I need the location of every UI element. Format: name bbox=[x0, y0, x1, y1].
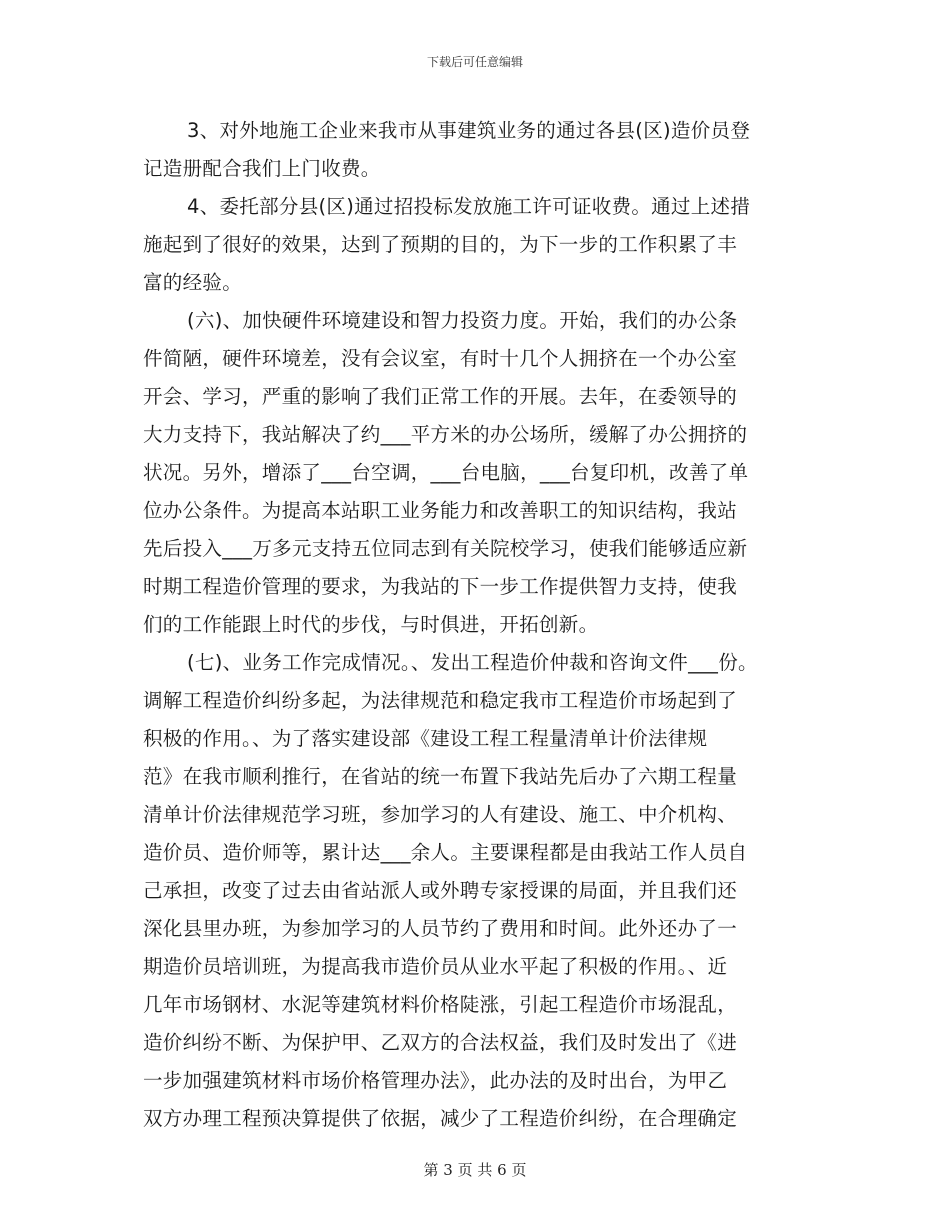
text-line: 积极的作用。、为了落实建设部《建设工程工程量清单计价法律规 bbox=[143, 727, 708, 750]
text-line: 大力支持下，我站解决了约___平方米的办公场所，缓解了办公拥挤的 bbox=[143, 423, 748, 446]
text-line: 范》在我市顺利推行，在省站的统一布置下我站先后办了六期工程量 bbox=[143, 765, 738, 788]
text-line: 先后投入___万多元支持五位同志到有关院校学习，使我们能够适应新 bbox=[143, 537, 748, 560]
text-line: 时期工程造价管理的要求，为我站的下一步工作提供智力支持，使我 bbox=[143, 575, 738, 598]
text-line: 期造价员培训班，为提高我市造价员从业水平起了积极的作用。、近 bbox=[143, 955, 728, 978]
text-line: 开会、学习，严重的影响了我们正常工作的开展。去年，在委领导的 bbox=[143, 385, 738, 408]
text-line: 4、委托部分县(区)通过招投标发放施工许可证收费。通过上述措 bbox=[187, 195, 751, 218]
text-line: 调解工程造价纠纷多起，为法律规范和稳定我市工程造价市场起到了 bbox=[143, 689, 738, 712]
text-line: 己承担，改变了过去由省站派人或外聘专家授课的局面，并且我们还 bbox=[143, 879, 738, 902]
document-body bbox=[143, 112, 813, 1138]
page-footer: 第 3 页 共 6 页 bbox=[423, 1161, 527, 1179]
text-line: 双方办理工程预决算提供了依据，减少了工程造价纠纷，在合理确定 bbox=[143, 1107, 738, 1130]
text-line: (六)、加快硬件环境建设和智力投资力度。开始，我们的办公条 bbox=[187, 309, 738, 332]
text-line: 造价纠纷不断、为保护甲、乙双方的合法权益，我们及时发出了《进 bbox=[143, 1031, 738, 1054]
text-line: 富的经验。 bbox=[143, 271, 243, 294]
text-line: 一步加强建筑材料市场价格管理办法》，此办法的及时出台，为甲乙 bbox=[143, 1069, 728, 1092]
text-line: 造价员、造价师等，累计达___余人。主要课程都是由我站工作人员自 bbox=[143, 841, 748, 864]
text-line: 清单计价法律规范学习班，参加学习的人有建设、施工、中介机构、 bbox=[143, 803, 738, 826]
text-line: 深化县里办班，为参加学习的人员节约了费用和时间。此外还办了一 bbox=[143, 917, 738, 940]
text-line: 件简陋，硬件环境差，没有会议室，有时十几个人拥挤在一个办公室 bbox=[143, 347, 738, 370]
text-line: 们的工作能跟上时代的步伐，与时俱进，开拓创新。 bbox=[143, 613, 599, 636]
text-line: 状况。另外，增添了___台空调，___台电脑，___台复印机，改善了单 bbox=[143, 461, 749, 484]
text-line: 位办公条件。为提高本站职工业务能力和改善职工的知识结构，我站 bbox=[143, 499, 738, 522]
text-line: (七)、业务工作完成情况。、发出工程造价仲裁和咨询文件___份。 bbox=[187, 651, 758, 674]
text-line: 施起到了很好的效果，达到了预期的目的，为下一步的工作积累了丰 bbox=[143, 233, 738, 256]
text-line: 记造册配合我们上门收费。 bbox=[143, 157, 381, 180]
page-header: 下载后可任意编辑 bbox=[426, 55, 523, 69]
text-line: 3、对外地施工企业来我市从事建筑业务的通过各县(区)造价员登 bbox=[187, 119, 751, 142]
text-line: 几年市场钢材、水泥等建筑材料价格陡涨，引起工程造价市场混乱， bbox=[143, 993, 738, 1016]
